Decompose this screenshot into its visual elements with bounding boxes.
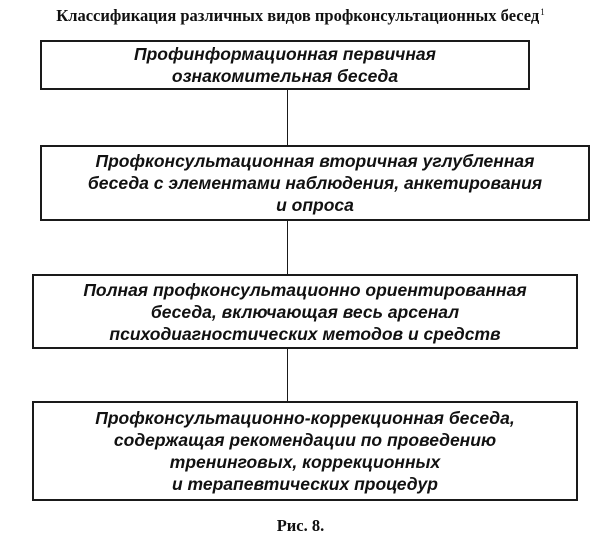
figure-title [0,2,601,26]
stage-box-3 [32,274,578,349]
stage-box-3-text: Полная профконсультационно ориентированная беседа, включающая весь арсенал психодиагностических методов и средств [83,279,527,344]
connector-1-2 [287,90,288,145]
stage-box-2-text: Профконсультационная вторичная углубленная беседа с элементами наблюдения, анкетирования и опроса [87,151,543,215]
connector-2-3 [287,221,288,274]
stage-box-2 [40,145,590,221]
figure-caption: Рис. 8. [276,516,325,535]
footnote-mark: 1 [540,7,545,17]
figure-title-text: Классификация различных видов профконсультационных бесед [56,6,540,25]
stage-box-1-text: Профинформационная первичная ознакомительная беседа [134,44,436,86]
stage-box-1 [40,40,530,90]
stage-box-4 [32,401,578,501]
stage-box-4-text: Профконсультационно-коррекционная беседа, содержащая рекомендации по проведению тренинговых, коррекционных и терапевтических процедур [95,408,515,494]
connector-3-4 [287,349,288,401]
